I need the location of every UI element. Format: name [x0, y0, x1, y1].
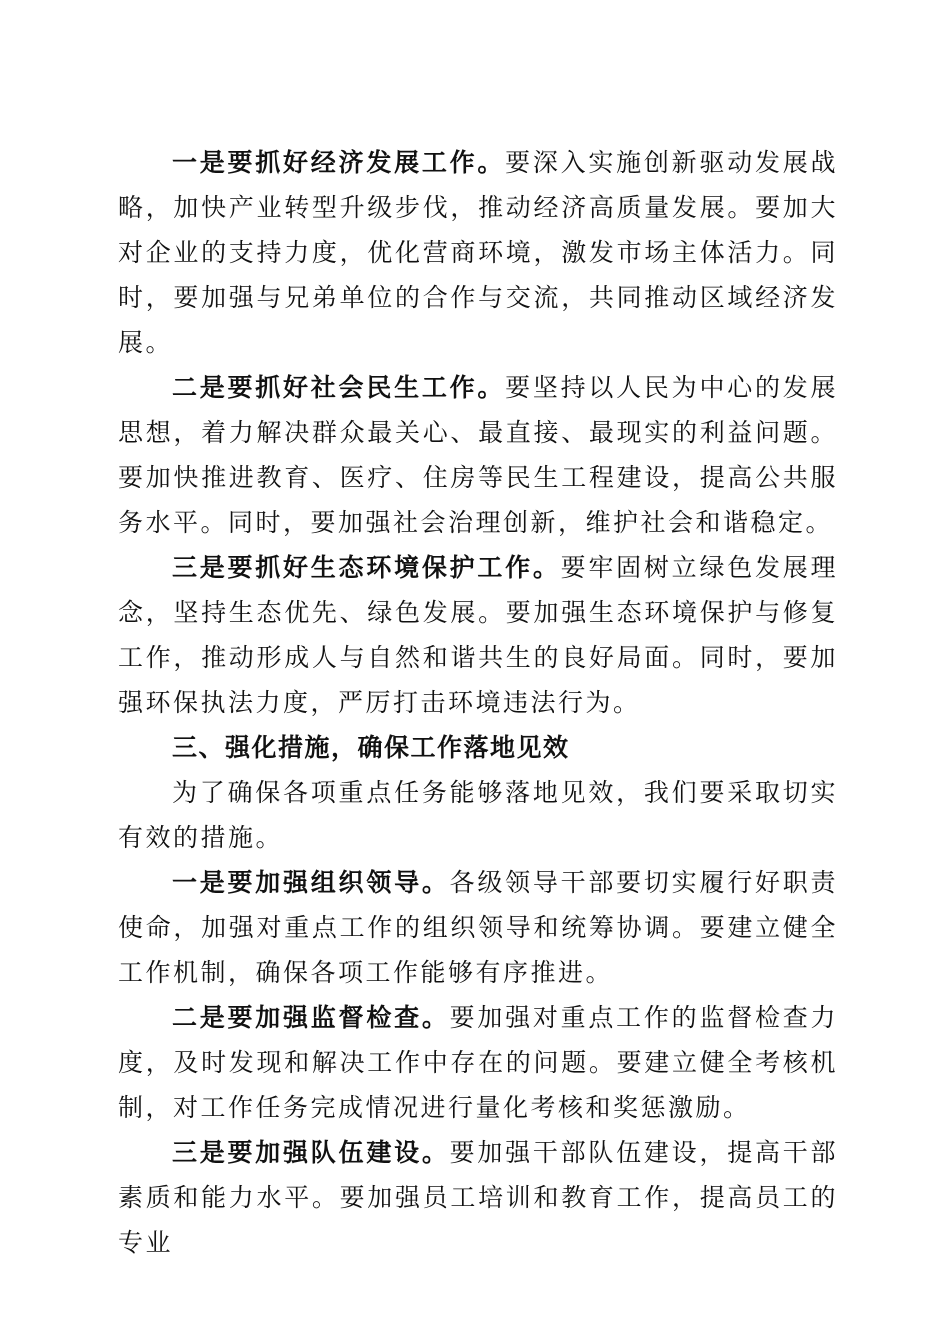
paragraph-lead: 二是要抓好社会民生工作。: [172, 373, 506, 402]
paragraph-lead: 一是要抓好经济发展工作。: [172, 148, 506, 177]
intro-paragraph: 为了确保各项重点任务能够落地见效，我们要采取切实有效的措施。: [118, 778, 838, 852]
paragraph-text: 要牢固树立绿色发展理念，坚持生态优先、绿色发展。要加强生态环境保护与修复工作，推动形成人与自然和谐共生的良好局面。同时，要加强环保执法力度，严厉打击环境违法行为。: [118, 553, 838, 717]
section-heading: 三、强化措施，确保工作落地见效: [172, 733, 570, 762]
paragraph-livelihood: [118, 365, 838, 545]
paragraph-lead: 二是要加强监督检查。: [172, 1003, 450, 1032]
paragraph-ecology: [118, 545, 838, 725]
paragraph-lead: 一是要加强组织领导。: [172, 868, 450, 897]
paragraph-lead: 三是要抓好生态环境保护工作。: [172, 553, 561, 582]
paragraph-leadership: [118, 860, 838, 995]
document-body: [118, 140, 838, 1265]
paragraph-team-building: [118, 1130, 838, 1265]
paragraph-lead: 三是要加强队伍建设。: [172, 1138, 450, 1167]
paragraph-economy: [118, 140, 838, 365]
paragraph-text: 要坚持以人民为中心的发展思想，着力解决群众最关心、最直接、最现实的利益问题。要加快推进教育、医疗、住房等民生工程建设，提高公共服务水平。同时，要加强社会治理创新，维护社会和谐稳定。: [118, 373, 838, 537]
paragraph-text: 要深入实施创新驱动发展战略，加快产业转型升级步伐，推动经济高质量发展。要加大对企业的支持力度，优化营商环境，激发市场主体活力。同时，要加强与兄弟单位的合作与交流，共同推动区域经济发展。: [118, 148, 838, 357]
paragraph-text: 要加强干部队伍建设，提高干部素质和能力水平。要加强员工培训和教育工作，提高员工的专业: [118, 1138, 838, 1257]
paragraph-text: 各级领导干部要切实履行好职责使命，加强对重点工作的组织领导和统筹协调。要建立健全工作机制，确保各项工作能够有序推进。: [118, 868, 838, 987]
paragraph-text: 要加强对重点工作的监督检查力度，及时发现和解决工作中存在的问题。要建立健全考核机制，对工作任务完成情况进行量化考核和奖惩激励。: [118, 1003, 838, 1122]
paragraph-supervision: [118, 995, 838, 1130]
